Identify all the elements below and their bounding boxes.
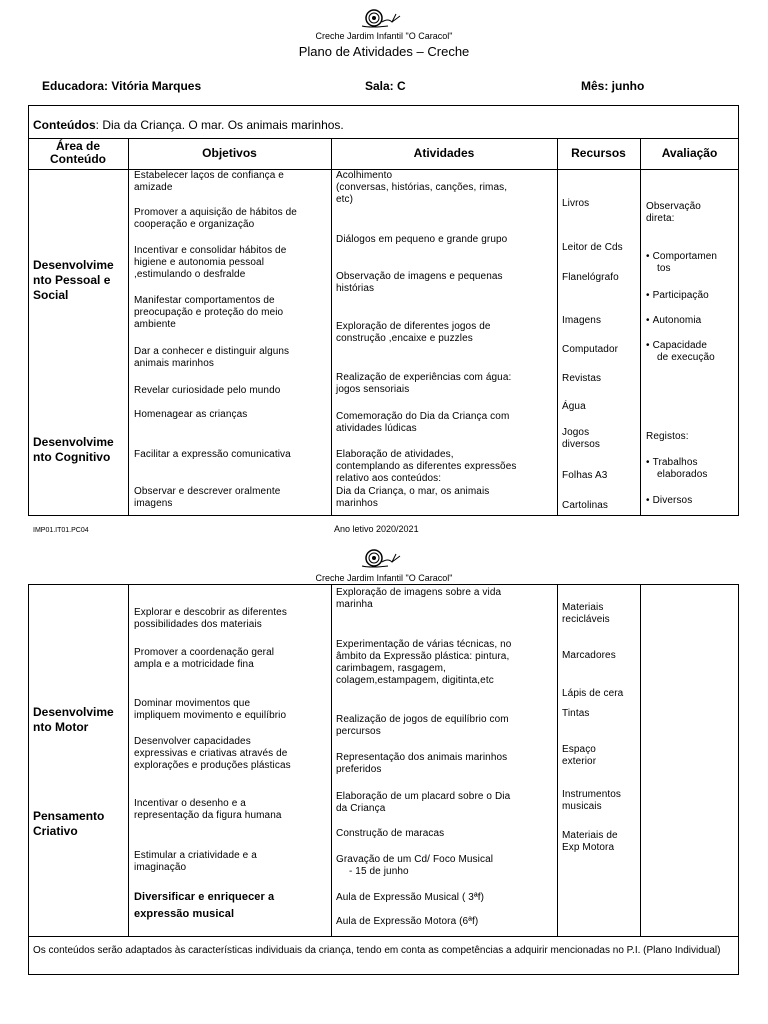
resource-item: Marcadores: [562, 650, 616, 661]
objective-item: Dominar movimentos que impliquem movimento e equilíbrio: [134, 698, 287, 721]
bullet-icon: •: [646, 340, 650, 351]
objective-item: Dar a conhecer e distinguir alguns animais marinhos: [134, 346, 290, 369]
activity-item: Dia da Criança, o mar, os animais marinhos: [336, 486, 490, 509]
objective-item: Incentivar e consolidar hábitos de higiene e autonomia pessoal ,estimulando o desfralde: [134, 245, 287, 280]
objective-item: Diversificar e enriquecer a expressão musical: [134, 891, 275, 920]
resource-item: Espaço exterior: [562, 744, 597, 767]
resource-item: Água: [562, 401, 586, 412]
objective-item: Revelar curiosidade pelo mundo: [134, 385, 281, 396]
objective-item: Estabelecer laços de confiança e amizade: [134, 170, 284, 193]
document-code: IMP01.IT01.PC04: [33, 527, 89, 534]
activity-item: Comemoração do Dia da Criança com atividades lúdicas: [336, 411, 510, 434]
header-resources: Recursos: [571, 146, 626, 160]
resource-item: Instrumentos musicais: [562, 789, 622, 812]
evaluation-bullet: • Participação: [646, 290, 709, 301]
contents-text: : Dia da Criança. O mar. Os animais marinhos.: [95, 118, 344, 132]
header-evaluation: Avaliação: [661, 146, 718, 160]
room: Sala: C: [365, 79, 406, 93]
resource-item: Imagens: [562, 315, 602, 326]
contents-row: [33, 118, 344, 132]
activity-item: Acolhimento (conversas, histórias, canções, rimas, etc): [336, 170, 508, 205]
resource-item: Lápis de cera: [562, 688, 624, 699]
objective-item: Estimular a criatividade e a imaginação: [134, 850, 257, 873]
school-year: Ano letivo 2020/2021: [334, 524, 419, 534]
activity-item: Elaboração de um placard sobre o Dia da Criança: [336, 791, 511, 814]
objective-item: Observar e descrever oralmente imagens: [134, 486, 281, 509]
adaptation-note: Os conteúdos serão adaptados às características individuais da criança, tendo em conta as competências a adquirir mencionadas no P.I. (Plano Individual): [33, 945, 721, 956]
contents-label: Conteúdos: [33, 118, 96, 132]
activity-item: Representação dos animais marinhos preferidos: [336, 752, 508, 775]
activity-item: Diálogos em pequeno e grande grupo: [336, 234, 508, 245]
activity-item: Exploração de imagens sobre a vida marinha: [336, 587, 502, 610]
objective-item: Promover a aquisição de hábitos de cooperação e organização: [134, 207, 297, 230]
resource-item: Livros: [562, 198, 590, 209]
evaluation-bullet: • Diversos: [646, 495, 693, 506]
objective-item: Manifestar comportamentos de preocupação e proteção do meio ambiente: [134, 295, 284, 330]
resource-item: Materiais recicláveis: [562, 602, 610, 625]
resource-item: Jogos diversos: [562, 427, 601, 450]
objective-item: Desenvolver capacidades expressivas e criativas através de explorações e produções plásticas: [134, 736, 291, 771]
school-name: Creche Jardim Infantil "O Caracol": [315, 31, 453, 41]
header-activities: Atividades: [413, 146, 475, 160]
objective-item: Facilitar a expressão comunicativa: [134, 449, 291, 460]
activity-item: Gravação de um Cd/ Foco Musical - 15 de junho: [336, 854, 494, 877]
activity-item: Aula de Expressão Motora (6ªf): [336, 916, 479, 927]
bullet-icon: •: [646, 315, 650, 326]
resource-item: Folhas A3: [562, 470, 608, 481]
activity-item: Exploração de diferentes jogos de construção ,encaixe e puzzles: [336, 321, 491, 344]
bullet-icon: •: [646, 251, 650, 262]
objective-item: Explorar e descobrir as diferentes possibilidades dos materiais: [134, 607, 287, 630]
educator: Educadora: Vitória Marques: [42, 79, 202, 93]
objective-item: Promover a coordenação geral ampla e a motricidade fina: [134, 647, 275, 670]
evaluation-bullet: • Capacidade de execução: [646, 340, 715, 363]
school-name-2: Creche Jardim Infantil "O Caracol": [315, 573, 453, 583]
activity-item: Observação de imagens e pequenas histórias: [336, 271, 503, 294]
resource-item: Tintas: [562, 708, 590, 719]
objective-item: Incentivar o desenho e a representação da figura humana: [134, 798, 282, 821]
evaluation-observation: Observação direta:: [646, 201, 701, 224]
activity-item: Experimentação de várias técnicas, no âmbito da Expressão plástica: pintura, carimbagem, rasgagem, colagem,estampagem, digitinta,etc: [336, 639, 512, 686]
snail-logo-2: [360, 548, 406, 570]
resource-item: Leitor de Cds: [562, 242, 623, 253]
activity-item: Aula de Expressão Musical ( 3ªf): [336, 892, 485, 903]
page-title: Plano de Atividades – Creche: [298, 44, 470, 59]
activity-item: Elaboração de atividades, contemplando as diferentes expressões relativo aos conteúdos:: [336, 449, 517, 484]
activity-item: Realização de jogos de equilíbrio com percursos: [336, 714, 509, 737]
header-area: Área de Conteúdo: [50, 139, 106, 166]
bullet-icon: •: [646, 495, 650, 506]
area-cognitivo: Desenvolvime nto Cognitivo: [33, 435, 114, 464]
activity-item: Realização de experiências com água: jogos sensoriais: [336, 372, 512, 395]
snail-logo: [360, 8, 406, 30]
resource-item: Revistas: [562, 373, 602, 384]
evaluation-bullet: • Trabalhos elaborados: [646, 457, 708, 480]
bullet-icon: •: [646, 290, 650, 301]
area-pessoal-social: Desenvolvime nto Pessoal e Social: [33, 258, 114, 302]
area-motor: Desenvolvime nto Motor: [33, 705, 114, 734]
evaluation-bullet: • Autonomia: [646, 315, 702, 326]
evaluation-bullet: • Comportamen tos: [646, 251, 718, 274]
resource-item: Computador: [562, 344, 619, 355]
activity-item: Construção de maracas: [336, 828, 445, 839]
resource-item: Flanelógrafo: [562, 272, 619, 283]
evaluation-registos: Registos:: [646, 431, 689, 442]
bullet-icon: •: [646, 457, 650, 468]
header-objectives: Objetivos: [202, 146, 257, 160]
objective-item: Homenagear as crianças: [134, 409, 248, 420]
resource-item: Cartolinas: [562, 500, 609, 511]
month: Mês: junho: [581, 79, 645, 93]
resource-item: Materiais de Exp Motora: [562, 830, 618, 853]
area-pensamento-criativo: Pensamento Criativo: [33, 809, 105, 838]
